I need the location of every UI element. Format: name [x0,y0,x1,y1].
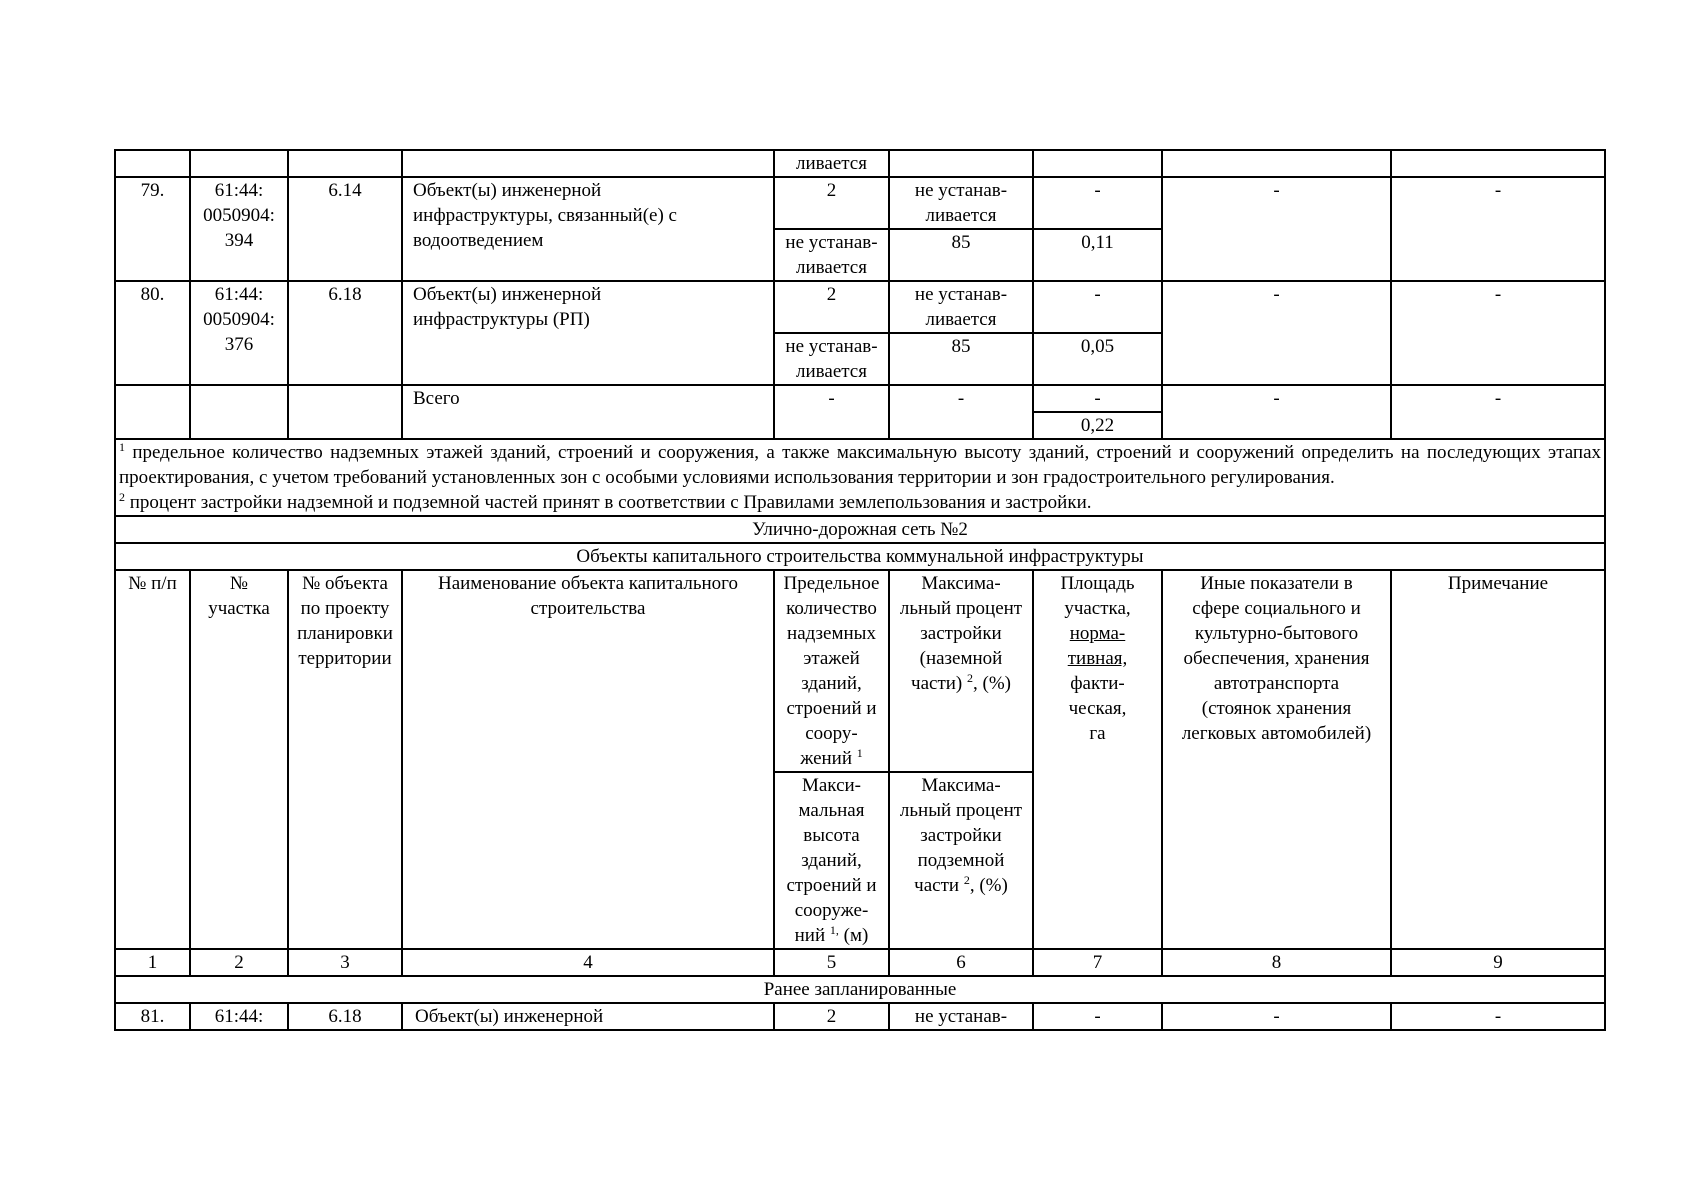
footnotes-row [115,439,1605,516]
area-actual: 0,05 [1033,333,1162,385]
column-number: 8 [1162,949,1391,976]
area-normative: - [1033,1003,1162,1030]
note: - [1391,177,1605,281]
total-other: - [1162,385,1391,439]
total-note: - [1391,385,1605,439]
height-value: не устанав- ливается [774,333,889,385]
carry-over-text: ливается [774,150,889,177]
total-area-actual: 0,22 [1033,412,1162,439]
header-row-number: № п/п [115,570,190,949]
header-height: Макси- мальная высота зданий, строений и сооруже- ний $^{1,}$ (м) [774,772,889,949]
table-row [115,1003,1605,1030]
column-number: 7 [1033,949,1162,976]
section-title: Улично-дорожная сеть №2 [115,516,1605,543]
column-number: 1 [115,949,190,976]
note: - [1391,281,1605,385]
plot-number: 61:44: [190,1003,288,1030]
build-percent-under: 85 [889,229,1033,281]
object-name: Объект(ы) инженерной [402,1003,774,1030]
column-number: 2 [190,949,288,976]
carry-over-row [115,150,1605,177]
row-number: 80. [115,281,190,385]
total-label: Всего [402,385,774,439]
row-number: 79. [115,177,190,281]
total-floors: - [774,385,889,439]
object-number: 6.18 [288,281,402,385]
footnotes [115,439,1605,516]
header-object-number: № объекта по проекту планировки территории [288,570,402,949]
header-note: Примечание [1391,570,1605,949]
other-indicators: - [1162,177,1391,281]
area-normative: - [1033,281,1162,333]
column-number: 5 [774,949,889,976]
column-number: 9 [1391,949,1605,976]
build-percent-above: не устанав- ливается [889,281,1033,333]
group-title: Ранее запланированные [115,976,1605,1003]
table-row [115,281,1605,333]
header-object-name: Наименование объекта капитального строительства [402,570,774,949]
floors-value: 2 [774,177,889,229]
subsection-title: Объекты капитального строительства коммунальной инфраструктуры [115,543,1605,570]
header-row [115,570,1605,772]
build-percent-above: не устанав- [889,1003,1033,1030]
plot-number: 61:44: 0050904: 376 [190,281,288,385]
header-build-percent-under: Максима- льный процент застройки подземной части $^2$, (%) [889,772,1033,949]
object-name: Объект(ы) инженерной инфраструктуры (РП) [402,281,774,385]
column-number: 3 [288,949,402,976]
object-name: Объект(ы) инженерной инфраструктуры, связанный(е) с водоотведением [402,177,774,281]
object-number: 6.14 [288,177,402,281]
column-number: 6 [889,949,1033,976]
header-other-indicators: Иные показатели в сфере социального и культурно-бытового обеспечения, хранения автотранспорта (стоянок хранения легковых автомобилей) [1162,570,1391,949]
footnote-1: $^1$ предельное количество надземных этажей зданий, строений и сооружения, а также максимальную высоту зданий, строений и сооружений определить на последующих этапах проектирования, с учетом требований установленных зон с особыми условиями использования территории и зон градостроительного регулирования. [119,440,1602,488]
build-percent-above: не устанав- ливается [889,177,1033,229]
row-number: 81. [115,1003,190,1030]
floors-value: 2 [774,1003,889,1030]
other-indicators: - [1162,1003,1391,1030]
area-normative: - [1033,177,1162,229]
header-floors: Предельное количество надземных этажей зданий, строений и соору- жений $^1$ [774,570,889,772]
column-numbers-row [115,949,1605,976]
area-actual: 0,11 [1033,229,1162,281]
header-plot: № участка [190,570,288,949]
document-table [114,149,1606,1031]
total-percent: - [889,385,1033,439]
header-area: Площадь участка, норма- тивная, факти- ческая, га [1033,570,1162,949]
table-row [115,177,1605,229]
note: - [1391,1003,1605,1030]
total-area-normative: - [1033,385,1162,412]
build-percent-under: 85 [889,333,1033,385]
other-indicators: - [1162,281,1391,385]
floors-value: 2 [774,281,889,333]
header-build-percent-above: Максима- льный процент застройки (наземной части) $^2$, (%) [889,570,1033,772]
plot-number: 61:44: 0050904: 394 [190,177,288,281]
total-row [115,385,1605,412]
height-value: не устанав- ливается [774,229,889,281]
column-number: 4 [402,949,774,976]
footnote-2: $^2$ процент застройки надземной и подземной частей принят в соответствии с Правилами землепользования и застройки. [119,490,1092,513]
object-number: 6.18 [288,1003,402,1030]
